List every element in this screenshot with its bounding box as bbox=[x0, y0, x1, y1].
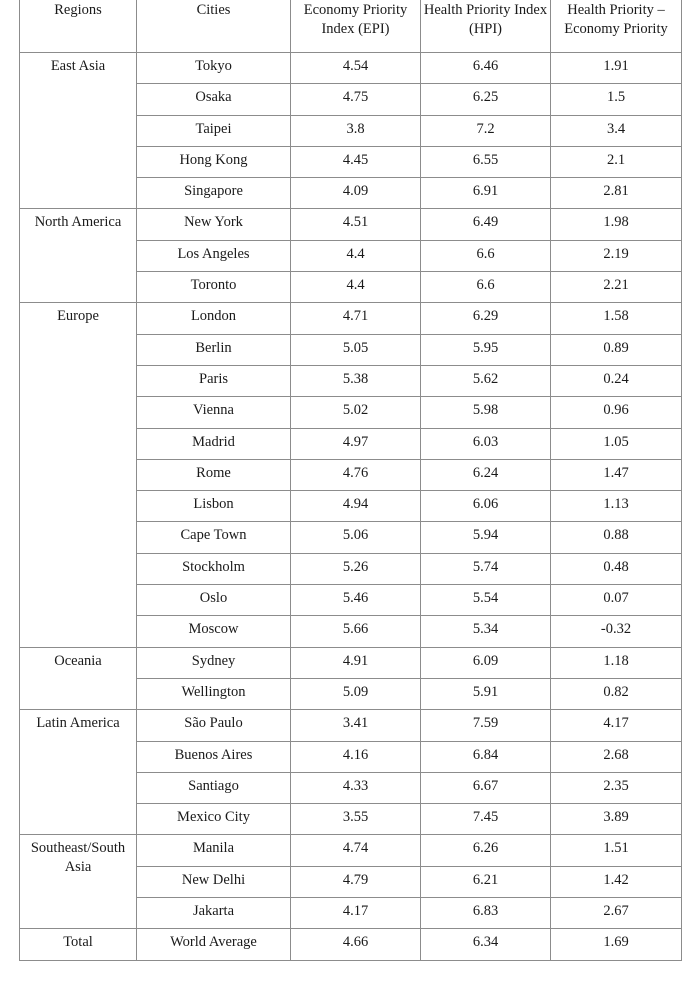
epi-cell: 4.94 bbox=[291, 491, 421, 522]
difference-cell: 1.05 bbox=[551, 428, 682, 459]
city-cell: Tokyo bbox=[137, 53, 291, 84]
header-epi: Economy Priority Index (EPI) bbox=[291, 0, 421, 53]
difference-cell: 1.51 bbox=[551, 835, 682, 866]
difference-cell: 2.35 bbox=[551, 772, 682, 803]
city-cell: Madrid bbox=[137, 428, 291, 459]
city-cell: Sydney bbox=[137, 647, 291, 678]
city-cell: Manila bbox=[137, 835, 291, 866]
city-cell: Paris bbox=[137, 365, 291, 396]
table-row bbox=[20, 209, 682, 240]
epi-cell: 4.51 bbox=[291, 209, 421, 240]
difference-cell: 1.5 bbox=[551, 84, 682, 115]
epi-cell: 5.66 bbox=[291, 616, 421, 647]
hpi-cell: 5.54 bbox=[421, 585, 551, 616]
epi-cell: 4.4 bbox=[291, 272, 421, 303]
header-difference: Health Priority – Economy Priority bbox=[551, 0, 682, 53]
epi-cell: 5.26 bbox=[291, 553, 421, 584]
epi-cell: 3.55 bbox=[291, 804, 421, 835]
city-cell: London bbox=[137, 303, 291, 334]
city-cell: Hong Kong bbox=[137, 146, 291, 177]
hpi-cell: 5.62 bbox=[421, 365, 551, 396]
hpi-cell: 6.09 bbox=[421, 647, 551, 678]
epi-cell: 5.09 bbox=[291, 678, 421, 709]
header-cities: Cities bbox=[137, 0, 291, 53]
header-regions: Regions bbox=[20, 0, 137, 53]
hpi-cell: 6.06 bbox=[421, 491, 551, 522]
epi-cell: 3.41 bbox=[291, 710, 421, 741]
epi-cell: 4.33 bbox=[291, 772, 421, 803]
difference-cell: 0.89 bbox=[551, 334, 682, 365]
city-cell: Singapore bbox=[137, 178, 291, 209]
difference-cell: 1.91 bbox=[551, 53, 682, 84]
city-cell: Wellington bbox=[137, 678, 291, 709]
hpi-cell: 6.46 bbox=[421, 53, 551, 84]
hpi-cell: 6.25 bbox=[421, 84, 551, 115]
difference-cell: 1.69 bbox=[551, 929, 682, 960]
table-row bbox=[20, 647, 682, 678]
epi-cell: 5.05 bbox=[291, 334, 421, 365]
hpi-cell: 5.94 bbox=[421, 522, 551, 553]
region-cell: East Asia bbox=[20, 53, 137, 209]
city-cell: Vienna bbox=[137, 397, 291, 428]
city-cell: São Paulo bbox=[137, 710, 291, 741]
epi-cell: 4.79 bbox=[291, 866, 421, 897]
city-cell: Mexico City bbox=[137, 804, 291, 835]
table-header bbox=[20, 0, 682, 53]
difference-cell: 0.24 bbox=[551, 365, 682, 396]
hpi-cell: 6.21 bbox=[421, 866, 551, 897]
city-cell: World Average bbox=[137, 929, 291, 960]
region-cell: North America bbox=[20, 209, 137, 303]
epi-cell: 4.97 bbox=[291, 428, 421, 459]
epi-cell: 3.8 bbox=[291, 115, 421, 146]
difference-cell: 0.96 bbox=[551, 397, 682, 428]
hpi-cell: 6.83 bbox=[421, 898, 551, 929]
city-cell: Oslo bbox=[137, 585, 291, 616]
difference-cell: 1.58 bbox=[551, 303, 682, 334]
table-row bbox=[20, 835, 682, 866]
epi-cell: 4.09 bbox=[291, 178, 421, 209]
city-cell: Los Angeles bbox=[137, 240, 291, 271]
hpi-cell: 6.84 bbox=[421, 741, 551, 772]
hpi-cell: 6.24 bbox=[421, 459, 551, 490]
city-cell: Buenos Aires bbox=[137, 741, 291, 772]
epi-cell: 4.76 bbox=[291, 459, 421, 490]
epi-cell: 4.71 bbox=[291, 303, 421, 334]
hpi-cell: 5.74 bbox=[421, 553, 551, 584]
difference-cell: 2.1 bbox=[551, 146, 682, 177]
table-row bbox=[20, 53, 682, 84]
city-cell: Santiago bbox=[137, 772, 291, 803]
city-cell: New York bbox=[137, 209, 291, 240]
epi-cell: 5.06 bbox=[291, 522, 421, 553]
difference-cell: 1.42 bbox=[551, 866, 682, 897]
priority-index-table bbox=[19, 0, 682, 961]
difference-cell: 2.21 bbox=[551, 272, 682, 303]
city-cell: Rome bbox=[137, 459, 291, 490]
hpi-cell: 6.29 bbox=[421, 303, 551, 334]
city-cell: New Delhi bbox=[137, 866, 291, 897]
region-cell: Latin America bbox=[20, 710, 137, 835]
region-cell: Total bbox=[20, 929, 137, 960]
epi-cell: 4.75 bbox=[291, 84, 421, 115]
header-row bbox=[20, 0, 682, 53]
hpi-cell: 5.98 bbox=[421, 397, 551, 428]
epi-cell: 5.46 bbox=[291, 585, 421, 616]
difference-cell: 0.07 bbox=[551, 585, 682, 616]
hpi-cell: 6.55 bbox=[421, 146, 551, 177]
hpi-cell: 6.91 bbox=[421, 178, 551, 209]
difference-cell: 0.48 bbox=[551, 553, 682, 584]
difference-cell: 1.98 bbox=[551, 209, 682, 240]
hpi-cell: 6.03 bbox=[421, 428, 551, 459]
region-cell: Europe bbox=[20, 303, 137, 647]
hpi-cell: 5.95 bbox=[421, 334, 551, 365]
city-cell: Jakarta bbox=[137, 898, 291, 929]
difference-cell: 3.89 bbox=[551, 804, 682, 835]
hpi-cell: 6.34 bbox=[421, 929, 551, 960]
hpi-cell: 6.26 bbox=[421, 835, 551, 866]
difference-cell: 1.47 bbox=[551, 459, 682, 490]
hpi-cell: 5.91 bbox=[421, 678, 551, 709]
hpi-cell: 6.49 bbox=[421, 209, 551, 240]
city-cell: Osaka bbox=[137, 84, 291, 115]
city-cell: Berlin bbox=[137, 334, 291, 365]
city-cell: Stockholm bbox=[137, 553, 291, 584]
hpi-cell: 6.6 bbox=[421, 240, 551, 271]
epi-cell: 4.74 bbox=[291, 835, 421, 866]
hpi-cell: 7.2 bbox=[421, 115, 551, 146]
hpi-cell: 7.59 bbox=[421, 710, 551, 741]
epi-cell: 5.02 bbox=[291, 397, 421, 428]
header-hpi: Health Priority Index (HPI) bbox=[421, 0, 551, 53]
difference-cell: -0.32 bbox=[551, 616, 682, 647]
epi-cell: 4.45 bbox=[291, 146, 421, 177]
city-cell: Toronto bbox=[137, 272, 291, 303]
city-cell: Moscow bbox=[137, 616, 291, 647]
epi-cell: 4.17 bbox=[291, 898, 421, 929]
city-cell: Lisbon bbox=[137, 491, 291, 522]
region-cell: Southeast/South Asia bbox=[20, 835, 137, 929]
hpi-cell: 7.45 bbox=[421, 804, 551, 835]
difference-cell: 0.82 bbox=[551, 678, 682, 709]
epi-cell: 4.54 bbox=[291, 53, 421, 84]
epi-cell: 4.66 bbox=[291, 929, 421, 960]
epi-cell: 5.38 bbox=[291, 365, 421, 396]
difference-cell: 4.17 bbox=[551, 710, 682, 741]
table-row bbox=[20, 303, 682, 334]
difference-cell: 1.13 bbox=[551, 491, 682, 522]
epi-cell: 4.16 bbox=[291, 741, 421, 772]
difference-cell: 2.81 bbox=[551, 178, 682, 209]
epi-cell: 4.91 bbox=[291, 647, 421, 678]
difference-cell: 0.88 bbox=[551, 522, 682, 553]
city-cell: Taipei bbox=[137, 115, 291, 146]
city-cell: Cape Town bbox=[137, 522, 291, 553]
difference-cell: 3.4 bbox=[551, 115, 682, 146]
hpi-cell: 5.34 bbox=[421, 616, 551, 647]
difference-cell: 2.68 bbox=[551, 741, 682, 772]
hpi-cell: 6.67 bbox=[421, 772, 551, 803]
difference-cell: 1.18 bbox=[551, 647, 682, 678]
difference-cell: 2.19 bbox=[551, 240, 682, 271]
table-body bbox=[20, 53, 682, 961]
table-row bbox=[20, 929, 682, 960]
table-row bbox=[20, 710, 682, 741]
epi-cell: 4.4 bbox=[291, 240, 421, 271]
difference-cell: 2.67 bbox=[551, 898, 682, 929]
hpi-cell: 6.6 bbox=[421, 272, 551, 303]
region-cell: Oceania bbox=[20, 647, 137, 710]
